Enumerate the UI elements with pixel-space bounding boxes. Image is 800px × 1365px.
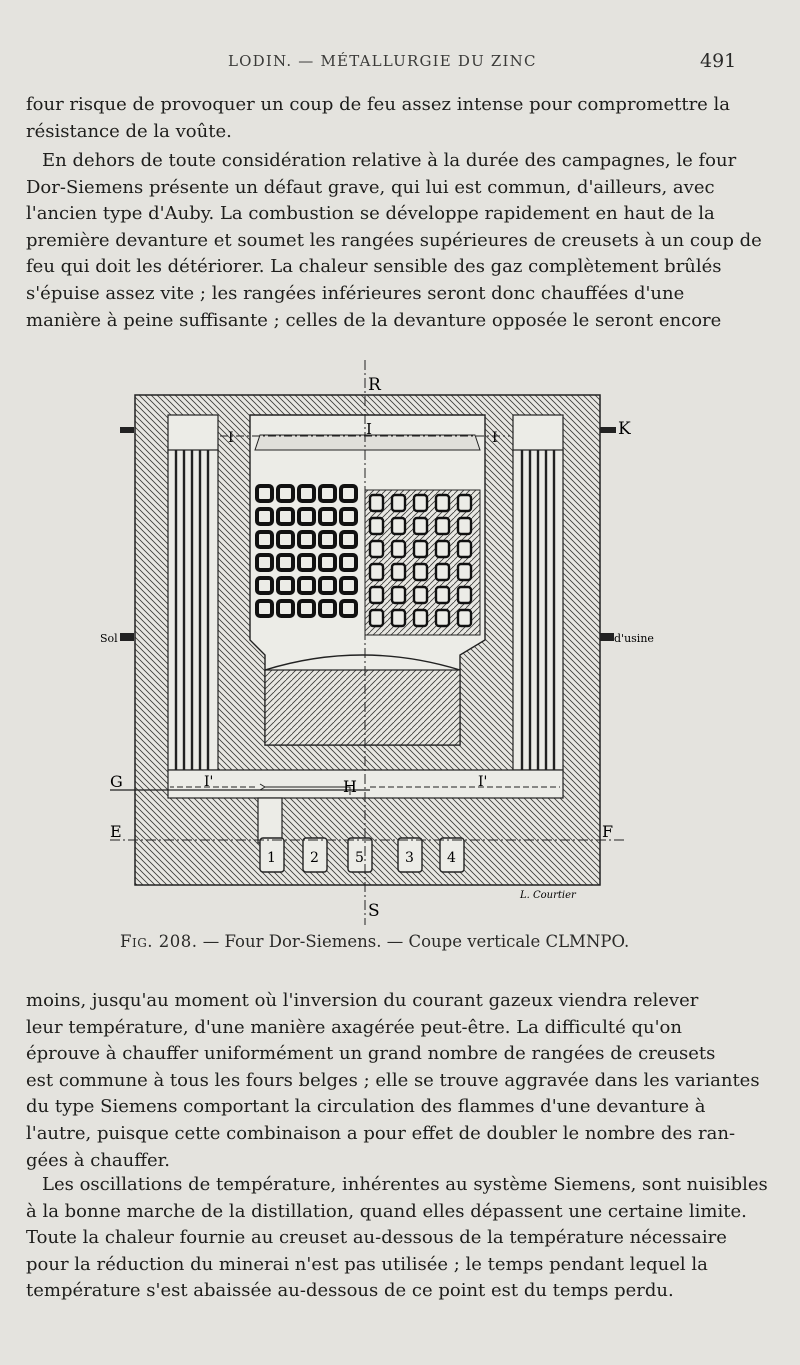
bottom-crucible [303,838,327,872]
text-line: pour la réduction du minerai n'est pas utilisée ; le temps pendant lequel la [26,1253,708,1275]
crucible-cell [458,518,471,534]
paragraph-1 [26,92,734,145]
crucible-number: 4 [447,850,456,866]
bottom-crucible [348,838,372,872]
crucible-cell [458,495,471,511]
text-line: Dor-Siemens présente un défaut grave, qui lui est commun, d'ailleurs, avec [26,176,715,198]
label-i-left: I [228,430,234,446]
crucible-cell [370,495,383,511]
figure-number: Fig. 208. [120,932,198,951]
label-h: H [343,777,357,796]
label-r: R [368,375,381,395]
crucible-cell [436,610,449,626]
crucible-cell [458,541,471,557]
furnace-section-drawing [100,350,654,930]
label-s: S [368,901,380,921]
crucible-cell [414,610,427,626]
text-line: gées à chauffer. [26,1149,171,1171]
label-dusine: d'usine [614,632,654,645]
crucible-number: 2 [310,850,319,866]
label-i-right: I [492,430,498,446]
text-line: feu qui doit les détériorer. La chaleur sensible des gaz complètement brûlés [26,256,722,278]
crucible-cell [458,564,471,580]
furnace-figure [100,350,654,930]
crucible-cell [458,587,471,603]
caption-text: — Four Dor-Siemens. — Coupe verticale CLMNPO. [202,932,630,951]
text-line: éprouve à chauffer uniformément un grand nombre de rangées de creusets [26,1043,716,1065]
text-line: première devanture et soumet les rangées supérieures de creusets à un coup de [26,229,762,251]
text-line: l'autre, puisque cette combinaison a pour effet de doubler le nombre des ran- [26,1122,736,1144]
crucible-cell [414,564,427,580]
crucible-cell [414,541,427,557]
paragraph-3 [26,988,760,1174]
label-iprime-right: I' [478,774,488,790]
text-line: l'ancien type d'Auby. La combustion se développe rapidement en haut de la [26,203,715,225]
label-iprime-left: I' [204,774,214,790]
crucible-cell [414,495,427,511]
text-line: four risque de provoquer un coup de feu assez intense pour compromettre la [26,94,731,115]
crucible-cell [370,518,383,534]
label-e: E [110,822,122,841]
crucible-cell [436,541,449,557]
bottom-crucible [440,838,464,872]
label-k: K [618,419,631,439]
crucible-cell [392,541,405,557]
text-line: moins, jusqu'au moment où l'inversion du courant gazeux viendra relever [26,990,699,1011]
crucible-cell [370,564,383,580]
crucible-cell [392,610,405,626]
crucible-cell [392,587,405,603]
crucible-cell [414,518,427,534]
engraver-signature: L. Courtier [520,890,576,901]
crucible-cell [370,610,383,626]
bottom-crucible [260,838,284,872]
crucible-cell [458,610,471,626]
text-line: s'épuise assez vite ; les rangées inférieures seront donc chauffées d'une [26,282,685,304]
text-line: est commune à tous les fours belges ; elle se trouve aggravée dans les variantes [26,1069,760,1091]
crucible-cell [370,541,383,557]
running-header [0,52,800,76]
text-line: manière à peine suffisante ; celles de la devanture opposée le seront encore [26,309,722,331]
crucible-number: 5 [355,850,364,866]
crucible-number: 1 [267,850,276,866]
paragraph-4 [26,1172,768,1305]
text-line: En dehors de toute considération relative à la durée des campagnes, le four [42,150,737,171]
text-line: du type Siemens comportant la circulation des flammes d'une devanture à [26,1096,706,1118]
paragraph-2 [26,148,762,334]
crucible-cell [392,564,405,580]
bottom-crucible [398,838,422,872]
figure-caption [120,932,640,951]
crucible-cell [414,587,427,603]
text-line: résistance de la voûte. [26,120,232,142]
label-f: F [602,822,614,841]
text-line: température s'est abaissée au-dessous de ce point est du temps perdu. [26,1280,674,1302]
crucible-cell [392,518,405,534]
label-i-center: I [366,420,372,438]
text-line: Toute la chaleur fournie au creuset au-dessous de la température nécessaire [26,1227,727,1249]
crucible-cell [436,495,449,511]
crucible-cell [370,587,383,603]
running-title: LODIN. — MÉTALLURGIE DU ZINC [228,52,537,70]
crucible-cell [436,564,449,580]
crucible-number: 3 [405,850,414,866]
text-line: à la bonne marche de la distillation, quand elles dépassent une certaine limite. [26,1200,747,1222]
crucible-cell [436,587,449,603]
text-line: leur température, d'une manière axagérée peut-être. La difficulté qu'on [26,1016,682,1038]
crucible-cell [436,518,449,534]
text-line: Les oscillations de température, inhérentes au système Siemens, sont nuisibles [42,1174,768,1195]
label-g: G [110,772,123,791]
page-number: 491 [700,50,737,72]
crucible-cell [392,495,405,511]
label-sol: Sol [100,632,118,645]
